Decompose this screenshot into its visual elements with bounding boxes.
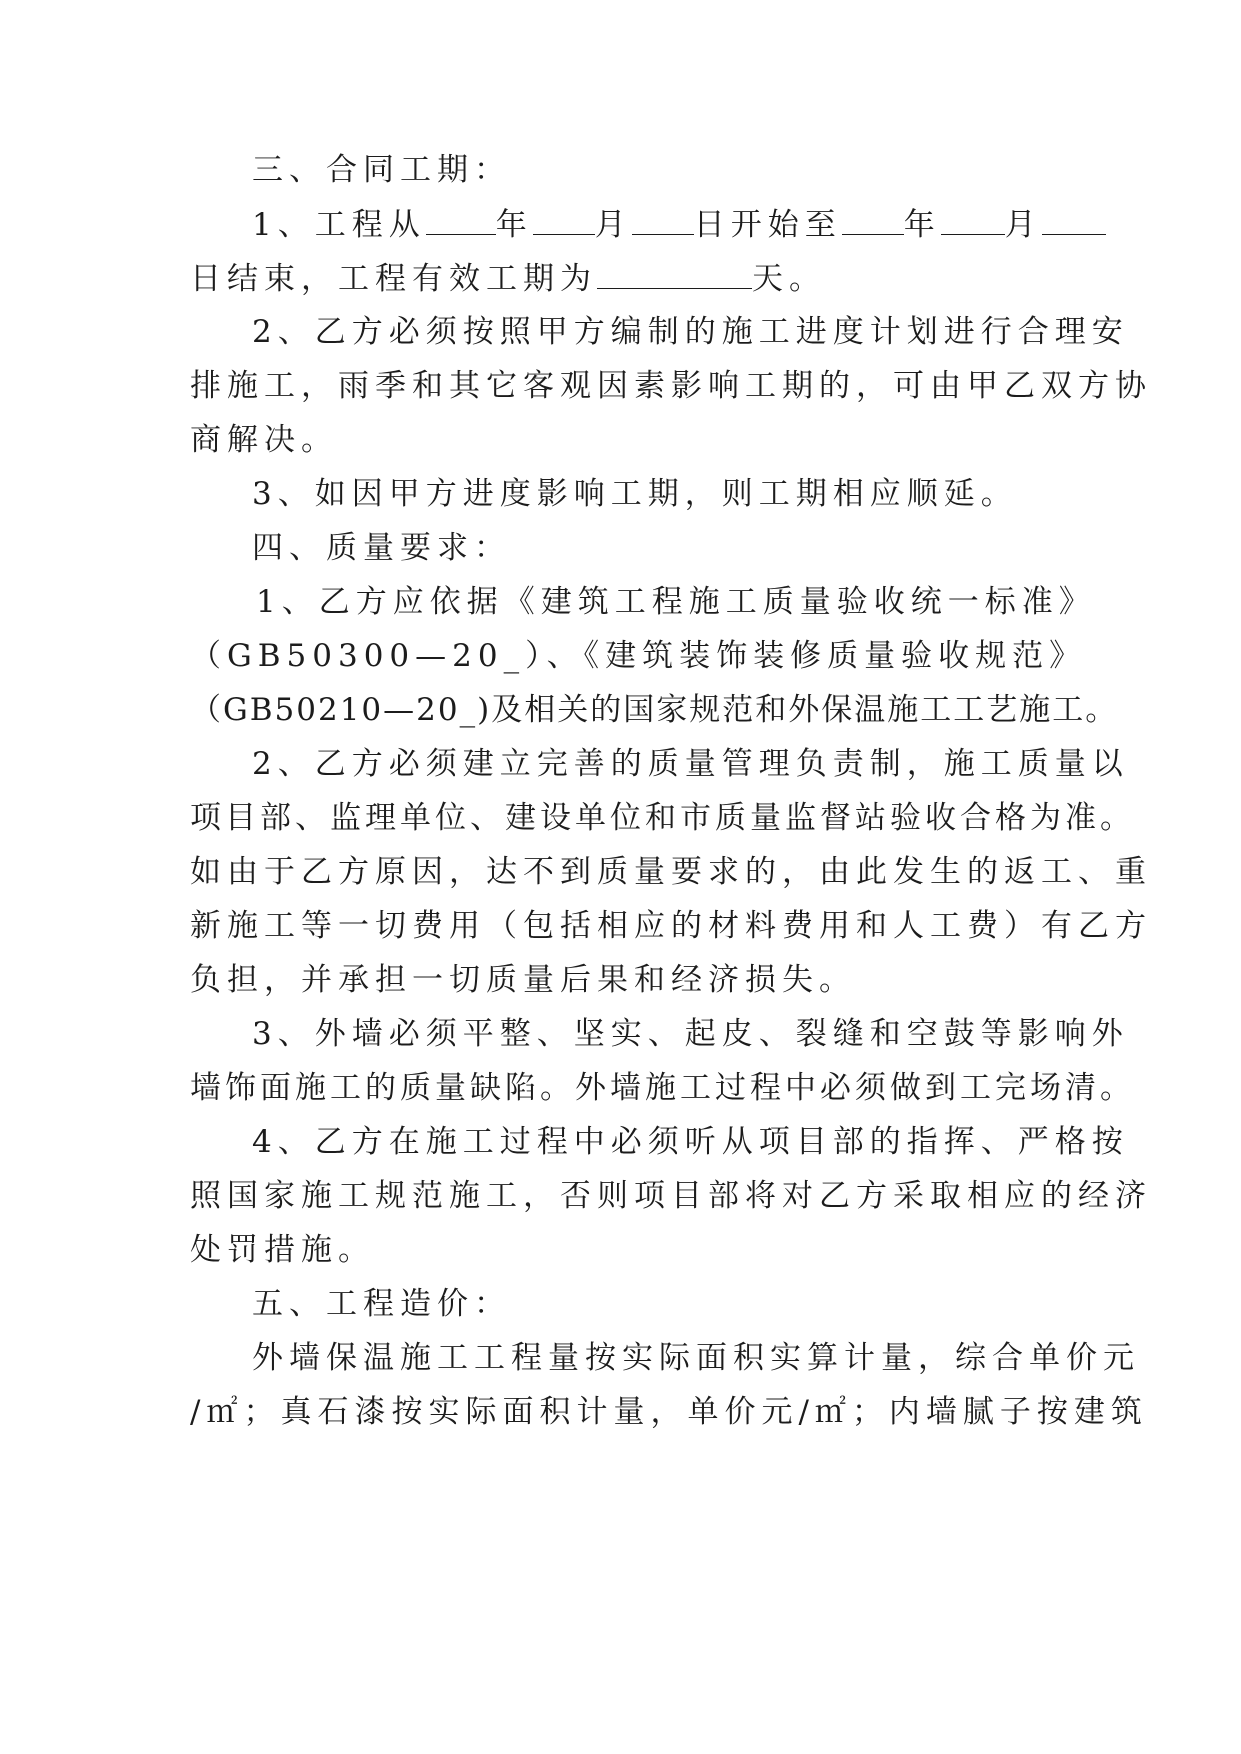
section-heading-3: 三、合同工期： bbox=[252, 152, 511, 188]
section4-item2-line4: 新施工等一切费用（包括相应的材料费用和人工费）有乙方 bbox=[190, 908, 1152, 944]
year-label-2: 年 bbox=[903, 207, 941, 243]
section4-item3-line1: 3、外墙必须平整、坚实、起皮、裂缝和空鼓等影响外 bbox=[252, 1016, 1129, 1052]
month-blank-1 bbox=[533, 204, 595, 235]
section3-item2-line2: 排施工，雨季和其它客观因素影响工期的，可由甲乙双方协 bbox=[190, 368, 1152, 404]
end-date-label: 日结束，工程有效工期为 bbox=[190, 261, 597, 297]
section-heading-5: 五、工程造价： bbox=[252, 1286, 511, 1322]
section3-item1-line2 bbox=[190, 258, 1050, 298]
section4-item1-line1: 1、乙方应依据《建筑工程施工质量验收统一标准》 bbox=[256, 584, 1096, 620]
duration-blank bbox=[597, 258, 752, 289]
year-blank-2 bbox=[842, 204, 904, 235]
day-blank-2 bbox=[1042, 204, 1106, 235]
section3-item1-line1 bbox=[252, 204, 1052, 244]
section4-item1-line3: （GB50210—20_)及相关的国家规范和外保温施工工艺施工。 bbox=[190, 692, 1119, 728]
day-start-label: 日开始至 bbox=[693, 207, 842, 243]
section5-para-line2: /㎡；真石漆按实际面积计量，单价元/㎡；内墙腻子按建筑 bbox=[190, 1394, 1148, 1430]
section3-item2-line1: 2、乙方必须按照甲方编制的施工进度计划进行合理安 bbox=[252, 314, 1129, 350]
section3-item2-line3: 商解决。 bbox=[190, 422, 338, 458]
section4-item1-line2: （GB50300—20_）、《建筑装饰装修质量验收规范》 bbox=[190, 638, 1087, 674]
days-label: 天。 bbox=[752, 261, 826, 297]
year-label-1: 年 bbox=[495, 207, 533, 243]
section5-para-line1: 外墙保温施工工程量按实际面积实算计量，综合单价元 bbox=[252, 1340, 1140, 1376]
section3-item3: 3、如因甲方进度影响工期，则工期相应顺延。 bbox=[252, 476, 1018, 512]
section4-item4-line3: 处罚措施。 bbox=[190, 1232, 375, 1268]
item1-prefix: 1、工程从 bbox=[252, 207, 426, 243]
section4-item4-line1: 4、乙方在施工过程中必须听从项目部的指挥、严格按 bbox=[252, 1124, 1129, 1160]
section4-item2-line3: 如由于乙方原因，达不到质量要求的，由此发生的返工、重 bbox=[190, 854, 1152, 890]
year-blank-1 bbox=[426, 204, 496, 235]
section4-item2-line2: 项目部、监理单位、建设单位和市质量监督站验收合格为准。 bbox=[190, 800, 1135, 836]
section4-item4-line2: 照国家施工规范施工，否则项目部将对乙方采取相应的经济 bbox=[190, 1178, 1152, 1214]
month-label-2: 月 bbox=[1004, 207, 1042, 243]
month-label-1: 月 bbox=[594, 207, 632, 243]
section4-item2-line5: 负担，并承担一切质量后果和经济损失。 bbox=[190, 962, 856, 998]
month-blank-2 bbox=[941, 204, 1005, 235]
section4-item2-line1: 2、乙方必须建立完善的质量管理负责制，施工质量以 bbox=[252, 746, 1129, 782]
day-blank-1 bbox=[632, 204, 694, 235]
section-heading-4: 四、质量要求： bbox=[252, 530, 511, 566]
section4-item3-line2: 墙饰面施工的质量缺陷。外墙施工过程中必须做到工完场清。 bbox=[190, 1070, 1135, 1106]
